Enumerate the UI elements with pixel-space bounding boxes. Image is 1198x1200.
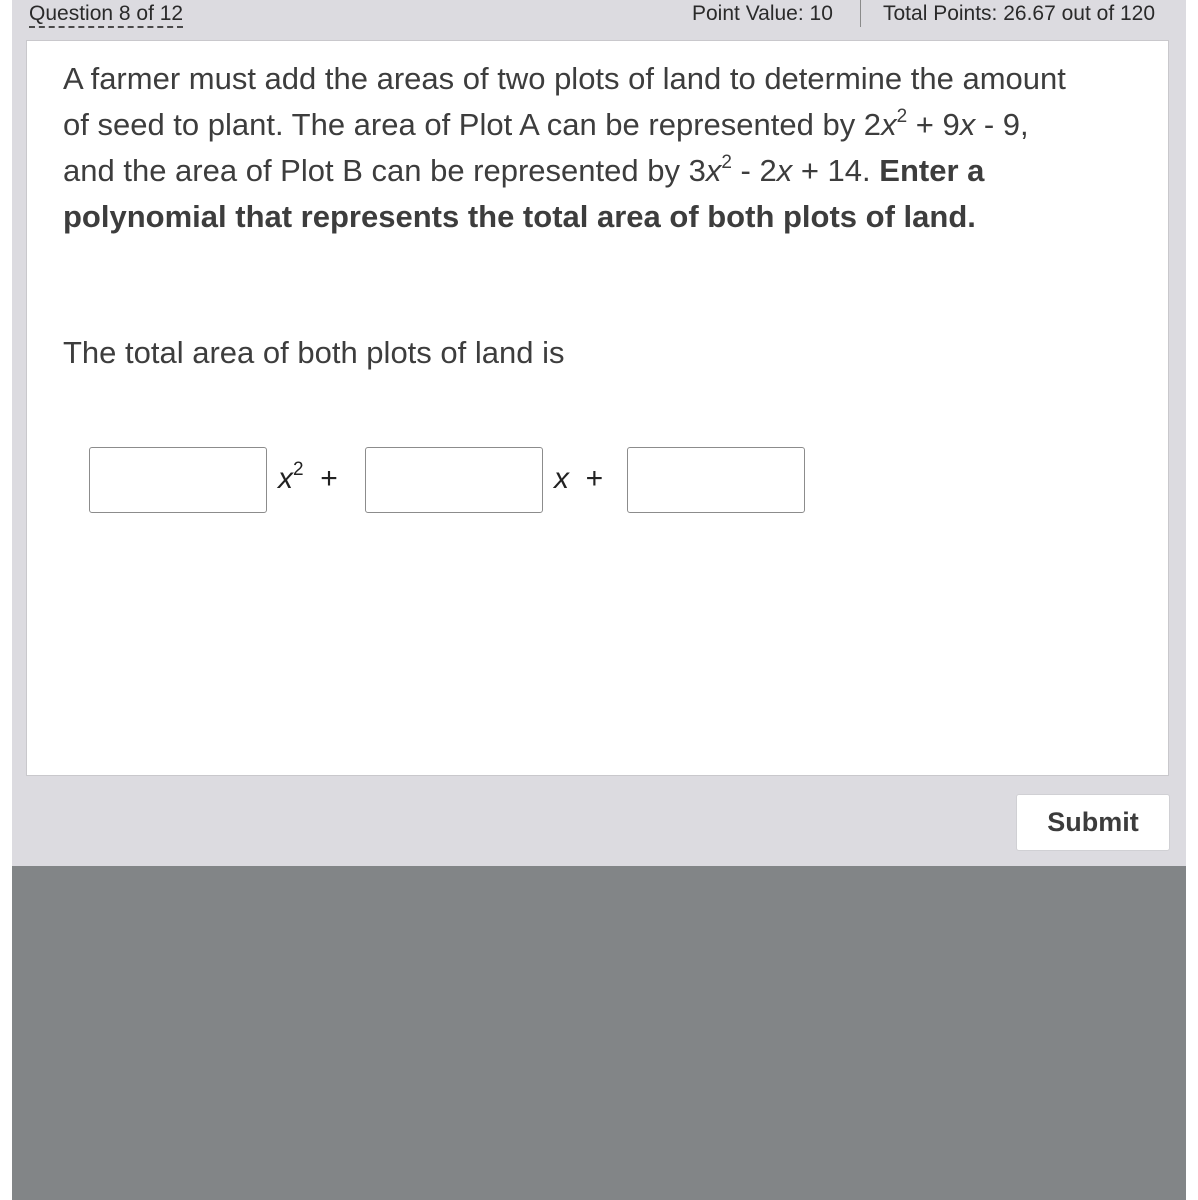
exponent: 2 bbox=[721, 152, 732, 173]
plus-sign: + bbox=[320, 462, 338, 495]
variable-x: x bbox=[881, 107, 897, 142]
question-text-part: + 9 bbox=[907, 107, 960, 142]
x-coefficient-input[interactable] bbox=[365, 447, 543, 513]
question-text-part: - 2 bbox=[731, 153, 777, 188]
total-points: Total Points: 26.67 out of 120 bbox=[883, 2, 1156, 25]
exponent: 2 bbox=[293, 459, 304, 480]
question-instruction: Enter a polynomial that represents the total area of both plots of land. bbox=[63, 153, 985, 234]
footer-area bbox=[12, 866, 1186, 1200]
header-divider bbox=[860, 0, 861, 27]
x-term bbox=[554, 461, 603, 497]
variable-x: x bbox=[278, 462, 293, 495]
question-text bbox=[63, 56, 1073, 240]
x-squared-coefficient-input[interactable] bbox=[89, 447, 267, 513]
variable-x: x bbox=[776, 153, 793, 188]
question-text-part: A farmer must add the areas of two plots of land to determine the amount of seed to plant. The area of Plot A can be represented by 2 bbox=[63, 61, 1066, 142]
variable-x: x bbox=[554, 462, 569, 495]
answer-row bbox=[63, 447, 963, 513]
question-text-part: + 14. bbox=[792, 153, 871, 188]
answer-prompt: The total area of both plots of land is bbox=[63, 335, 565, 370]
variable-x: x bbox=[705, 153, 722, 188]
top-bar bbox=[12, 0, 1186, 38]
variable-x: x bbox=[959, 107, 976, 142]
x-squared-term bbox=[278, 461, 338, 497]
constant-input[interactable] bbox=[627, 447, 805, 513]
submit-button[interactable]: Submit bbox=[1016, 794, 1170, 851]
exponent: 2 bbox=[896, 106, 908, 127]
plus-sign: + bbox=[585, 462, 604, 495]
question-counter-link[interactable]: Question 8 of 12 bbox=[29, 2, 183, 28]
point-value: Point Value: 10 bbox=[692, 2, 833, 25]
question-text-part: - 9, and the area of Plot B can be represented by 3 bbox=[63, 107, 1029, 188]
